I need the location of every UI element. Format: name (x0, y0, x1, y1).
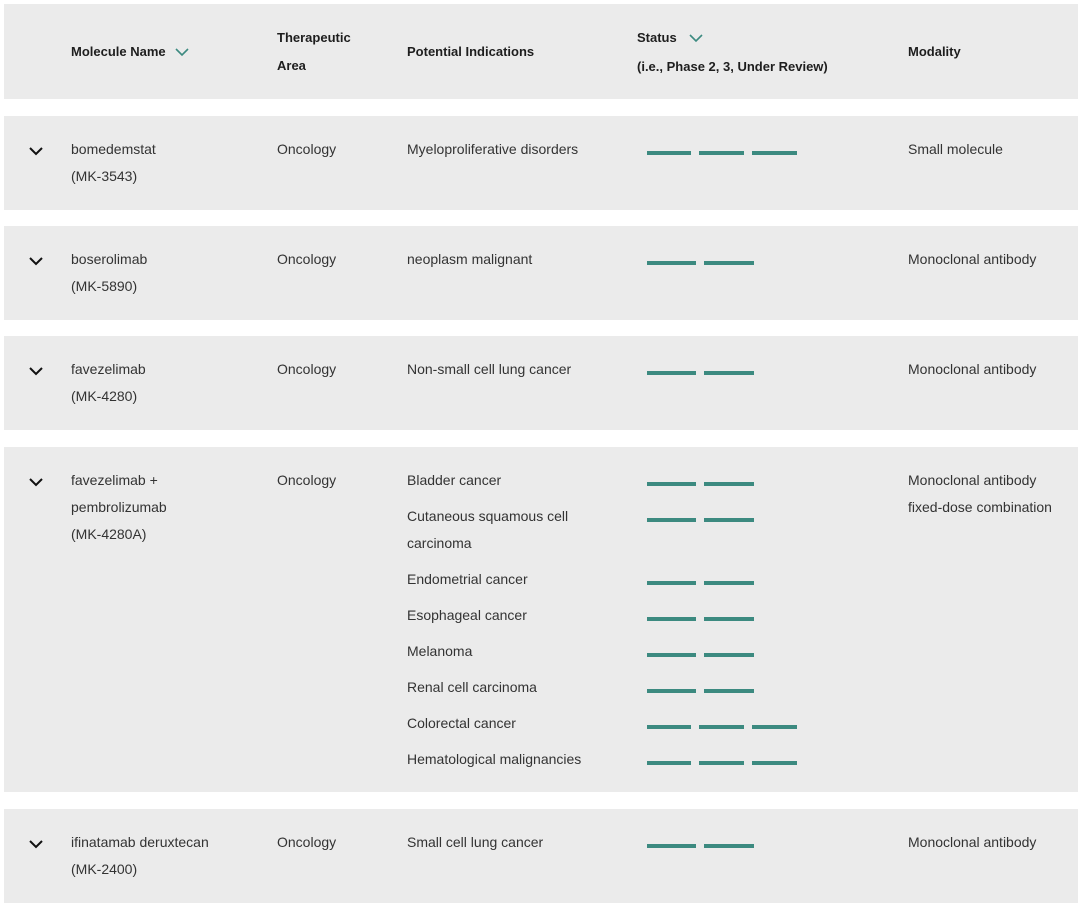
indication: Endometrial cancer (407, 571, 528, 587)
therapeutic-area: Oncology (277, 834, 337, 850)
molecule-name-line: favezelimab + (71, 472, 158, 488)
molecule-name-line: pembrolizumab (71, 499, 167, 515)
molecule-name (71, 246, 147, 300)
indication: Melanoma (407, 643, 473, 659)
therapeutic-area: Oncology (277, 141, 337, 157)
phase-bar (704, 844, 754, 848)
phase-bar (647, 371, 696, 375)
modality: Monoclonal antibody (908, 834, 1037, 850)
modality: Monoclonal antibody (908, 251, 1037, 267)
phase-bar (647, 581, 696, 585)
table-row[interactable] (4, 336, 1078, 430)
indication: Non-small cell lung cancer (407, 361, 572, 377)
phase-bar (647, 261, 696, 265)
molecule-name (71, 829, 209, 883)
indication: Hematological malignancies (407, 751, 582, 767)
phase-bar (704, 518, 754, 522)
molecule-code: (MK-3543) (71, 168, 138, 184)
therapeutic-area-label-line1: Therapeutic (277, 30, 351, 45)
column-header-modality: Modality (908, 44, 961, 59)
phase-bar (704, 653, 754, 657)
column-header-status[interactable] (637, 24, 828, 81)
phase-bar (704, 371, 754, 375)
expand-chevron-icon[interactable] (28, 837, 44, 849)
phase-bar (647, 689, 696, 693)
indication: Myeloproliferative disorders (407, 141, 579, 157)
phase-bar (647, 761, 691, 765)
phase-bar (752, 151, 797, 155)
expand-chevron-icon[interactable] (28, 475, 44, 487)
indication-line: carcinoma (407, 535, 472, 551)
modality-line: Monoclonal antibody (908, 472, 1037, 488)
molecule-name-line: ifinatamab deruxtecan (71, 834, 209, 850)
molecule-code: (MK-4280A) (71, 526, 147, 542)
status-sublabel: (i.e., Phase 2, 3, Under Review) (637, 58, 828, 74)
status-label: Status (637, 30, 677, 45)
phase-bar (699, 151, 744, 155)
phase-bar (647, 653, 696, 657)
expand-chevron-icon[interactable] (28, 364, 44, 376)
indication: Esophageal cancer (407, 607, 527, 623)
phase-bar (752, 725, 797, 729)
indication: Small cell lung cancer (407, 834, 544, 850)
modality-line: fixed-dose combination (908, 499, 1052, 515)
indication-line: Cutaneous squamous cell (407, 508, 569, 524)
molecule-name-line: favezelimab (71, 361, 146, 377)
indication: neoplasm malignant (407, 251, 533, 267)
phase-bar (704, 617, 754, 621)
molecule-name-line: boserolimab (71, 251, 148, 267)
table-row[interactable] (4, 809, 1078, 903)
indication (407, 503, 581, 566)
table-header (4, 4, 1078, 99)
table-row[interactable] (4, 447, 1078, 792)
modality: Monoclonal antibody (908, 361, 1037, 377)
column-header-molecule-name[interactable] (71, 38, 189, 67)
molecule-name (71, 467, 167, 548)
molecule-code: (MK-4280) (71, 388, 138, 404)
molecule-code: (MK-2400) (71, 861, 138, 877)
phase-bar (647, 151, 691, 155)
expand-chevron-icon[interactable] (28, 254, 44, 266)
indication: Bladder cancer (407, 472, 502, 488)
therapeutic-area: Oncology (277, 251, 337, 267)
therapeutic-area: Oncology (277, 472, 337, 488)
chevron-down-icon[interactable] (175, 39, 189, 67)
column-header-therapeutic-area (277, 24, 351, 80)
expand-chevron-icon[interactable] (28, 144, 44, 156)
phase-bar (704, 261, 754, 265)
modality: Small molecule (908, 141, 1003, 157)
chevron-down-icon[interactable] (689, 25, 703, 53)
phase-bar (647, 518, 696, 522)
therapeutic-area-label-line2: Area (277, 58, 306, 73)
table-row[interactable] (4, 116, 1078, 210)
phase-bar (647, 617, 696, 621)
phase-bar (752, 761, 797, 765)
indication: Renal cell carcinoma (407, 679, 537, 695)
phase-bar (699, 725, 744, 729)
phase-bar (704, 482, 754, 486)
phase-bar (704, 581, 754, 585)
column-header-potential-indications: Potential Indications (407, 44, 535, 59)
indication-list (407, 467, 581, 782)
phase-bar (647, 725, 691, 729)
molecule-name-label: Molecule Name (71, 44, 166, 59)
molecule-name-line: bomedemstat (71, 141, 156, 157)
phase-bar (704, 689, 754, 693)
therapeutic-area: Oncology (277, 361, 337, 377)
phase-bar (699, 761, 744, 765)
molecule-name (71, 356, 146, 410)
phase-bar (647, 482, 696, 486)
modality (908, 467, 1052, 521)
phase-bar (647, 844, 696, 848)
table-row[interactable] (4, 226, 1078, 320)
indication: Colorectal cancer (407, 715, 516, 731)
molecule-code: (MK-5890) (71, 278, 138, 294)
molecule-name (71, 136, 156, 190)
